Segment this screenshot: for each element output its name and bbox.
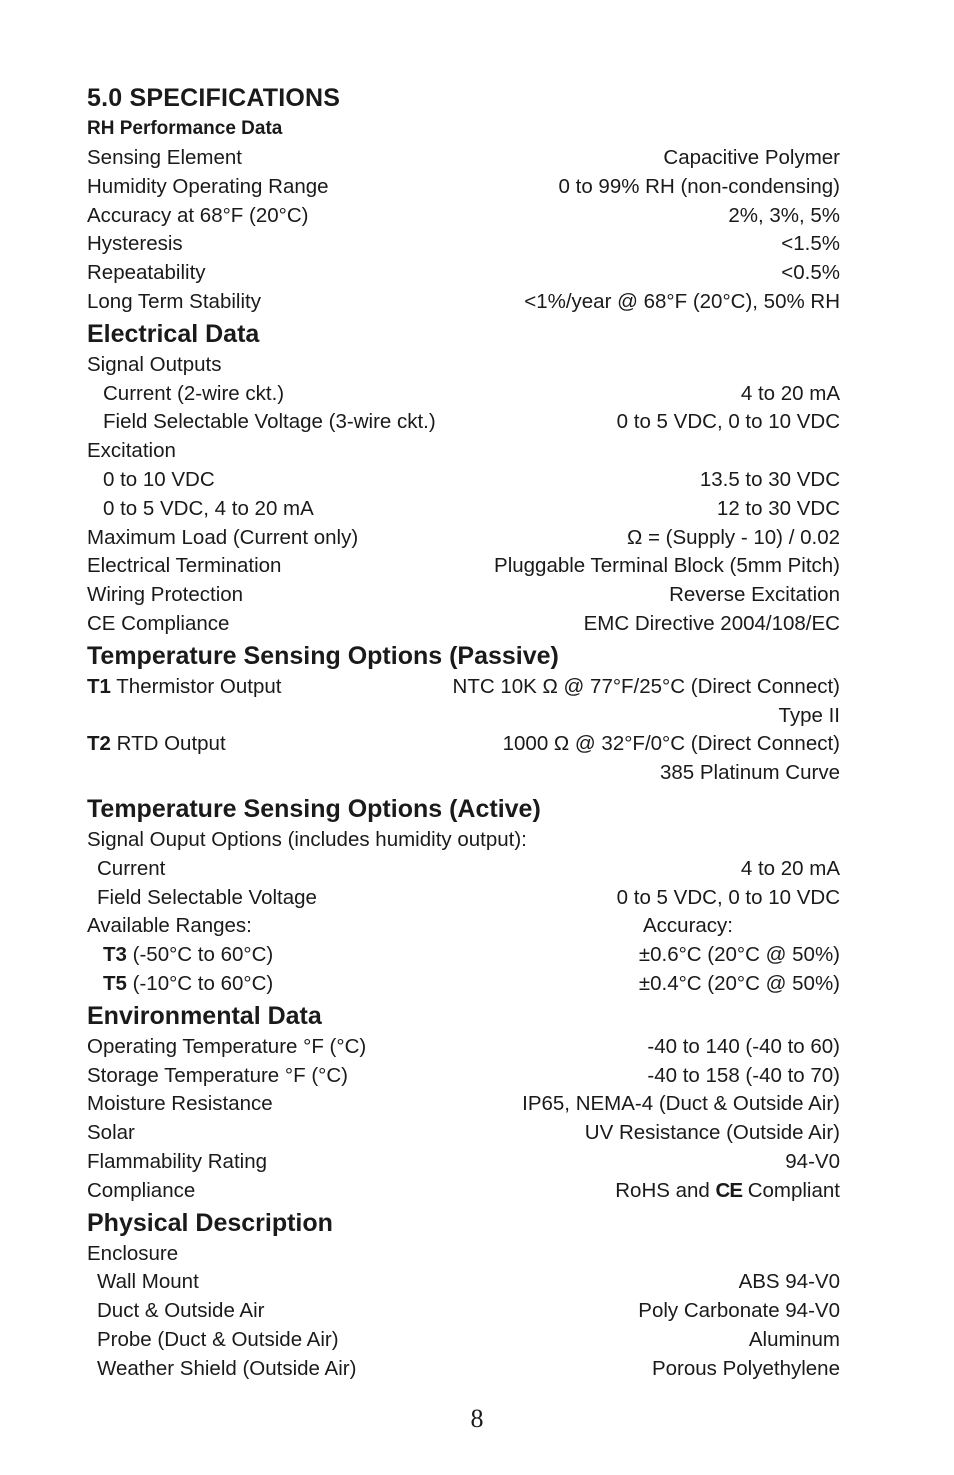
spec-label: 0 to 10 VDC bbox=[103, 467, 215, 491]
spec-value: ±0.4°C (20°C @ 50%) bbox=[638, 971, 840, 995]
spec-label: Long Term Stability bbox=[87, 289, 261, 313]
passive-temp-heading: Temperature Sensing Options (Passive) bbox=[87, 641, 559, 670]
spec-row bbox=[87, 552, 840, 581]
spec-row bbox=[87, 884, 840, 913]
spec-row bbox=[87, 524, 840, 553]
spec-row bbox=[87, 259, 840, 288]
spec-row bbox=[87, 437, 840, 466]
option-code: T2 bbox=[87, 732, 111, 756]
physical-description-heading: Physical Description bbox=[87, 1208, 333, 1237]
spec-value: 0 to 5 VDC, 0 to 10 VDC bbox=[616, 410, 840, 434]
spec-label: 0 to 5 VDC, 4 to 20 mA bbox=[103, 496, 314, 520]
spec-label: Sensing Element bbox=[87, 146, 242, 169]
spec-label: Maximum Load (Current only) bbox=[87, 525, 359, 549]
spec-row bbox=[87, 495, 840, 524]
spec-value: 4 to 20 mA bbox=[740, 856, 840, 880]
option-label: RTD Output bbox=[116, 732, 226, 756]
spec-value: <1%/year @ 68°F (20°C), 50% RH bbox=[524, 289, 840, 313]
spec-value: -40 to 158 (-40 to 70) bbox=[647, 1063, 840, 1087]
spec-row bbox=[87, 1326, 840, 1355]
passive-temp-table bbox=[87, 673, 840, 788]
electrical-data-table bbox=[87, 351, 840, 639]
spec-label: Compliance bbox=[87, 1178, 196, 1202]
spec-row bbox=[87, 1148, 840, 1177]
spec-row bbox=[87, 1297, 840, 1326]
spec-label: CE Compliance bbox=[87, 611, 230, 635]
spec-value: Accuracy: bbox=[643, 914, 733, 938]
spec-label bbox=[87, 673, 281, 702]
spec-label: Moisture Resistance bbox=[87, 1092, 273, 1116]
spec-value: 0 to 99% RH (non-condensing) bbox=[558, 174, 840, 198]
spec-label: Current bbox=[97, 856, 166, 880]
spec-value: -40 to 140 (-40 to 60) bbox=[647, 1034, 840, 1058]
spec-row bbox=[87, 673, 840, 702]
spec-row bbox=[87, 1268, 840, 1297]
spec-label: Current (2-wire ckt.) bbox=[103, 381, 285, 405]
spec-label: Flammability Rating bbox=[87, 1149, 267, 1173]
option-label: (-50°C to 60°C) bbox=[126, 943, 274, 967]
electrical-data-heading: Electrical Data bbox=[87, 319, 260, 348]
spec-row bbox=[87, 1119, 840, 1148]
spec-value: Porous Polyethylene bbox=[651, 1356, 840, 1380]
spec-label: Available Ranges: bbox=[87, 914, 252, 938]
spec-label: Hysteresis bbox=[87, 232, 183, 256]
spec-row bbox=[87, 1177, 840, 1206]
spec-row bbox=[87, 970, 840, 999]
spec-label: Signal Outputs bbox=[87, 352, 222, 376]
option-code: T1 bbox=[87, 674, 111, 698]
spec-label: Solar bbox=[87, 1121, 135, 1145]
spec-value: Aluminum bbox=[748, 1327, 840, 1351]
spec-label: Operating Temperature °F (°C) bbox=[87, 1034, 367, 1058]
compliance-text: RoHS and bbox=[615, 1178, 716, 1202]
ce-mark-icon: CE bbox=[715, 1178, 742, 1202]
compliance-text: Compliant bbox=[742, 1178, 840, 1202]
spec-row bbox=[87, 581, 840, 610]
option-label: (-10°C to 60°C) bbox=[126, 971, 274, 995]
spec-value: IP65, NEMA-4 (Duct & Outside Air) bbox=[522, 1092, 840, 1116]
spec-value: NTC 10K Ω @ 77°F/25°C (Direct Connect) bbox=[452, 674, 840, 698]
spec-row bbox=[87, 351, 840, 380]
spec-label bbox=[87, 941, 273, 970]
environmental-data-heading: Environmental Data bbox=[87, 1001, 322, 1030]
spec-row bbox=[87, 1033, 840, 1062]
spec-row bbox=[87, 610, 840, 639]
spec-row bbox=[87, 202, 840, 231]
spec-value: 2%, 3%, 5% bbox=[728, 203, 840, 227]
rh-performance-table bbox=[87, 144, 840, 317]
spec-value: ABS 94-V0 bbox=[738, 1270, 840, 1294]
spec-label: Wall Mount bbox=[97, 1270, 199, 1294]
spec-label: Weather Shield (Outside Air) bbox=[97, 1356, 357, 1380]
spec-label: Storage Temperature °F (°C) bbox=[87, 1063, 348, 1087]
spec-value: 385 Platinum Curve bbox=[659, 761, 840, 785]
page-title: 5.0 SPECIFICATIONS bbox=[87, 84, 341, 112]
spec-label: Excitation bbox=[87, 439, 176, 463]
physical-description-table bbox=[87, 1240, 840, 1384]
option-code: T5 bbox=[103, 971, 127, 995]
spec-row bbox=[87, 1090, 840, 1119]
spec-label: Humidity Operating Range bbox=[87, 174, 329, 198]
spec-label: Accuracy at 68°F (20°C) bbox=[87, 203, 309, 227]
page-number: 8 bbox=[470, 1404, 484, 1433]
spec-row bbox=[87, 912, 840, 941]
spec-value: 4 to 20 mA bbox=[740, 381, 840, 405]
spec-value: Ω = (Supply - 10) / 0.02 bbox=[626, 525, 840, 549]
spec-page bbox=[87, 82, 840, 1383]
spec-row bbox=[87, 1355, 840, 1384]
spec-row bbox=[87, 1240, 840, 1269]
spec-value: UV Resistance (Outside Air) bbox=[584, 1121, 840, 1145]
spec-row bbox=[87, 408, 840, 437]
spec-value: 0 to 5 VDC, 0 to 10 VDC bbox=[616, 885, 840, 909]
spec-row bbox=[87, 173, 840, 202]
environmental-data-table bbox=[87, 1033, 840, 1206]
spec-row bbox=[87, 855, 840, 884]
spec-label: Wiring Protection bbox=[87, 583, 244, 607]
spec-label: Electrical Termination bbox=[87, 554, 282, 578]
spec-value: 12 to 30 VDC bbox=[716, 496, 840, 520]
spec-row bbox=[87, 941, 840, 970]
spec-value: 13.5 to 30 VDC bbox=[699, 467, 840, 491]
spec-row bbox=[87, 826, 840, 855]
spec-row bbox=[87, 730, 840, 759]
spec-value: Poly Carbonate 94-V0 bbox=[638, 1299, 840, 1323]
spec-value: <0.5% bbox=[781, 261, 840, 285]
spec-value: Capacitive Polymer bbox=[663, 146, 840, 169]
option-code: T3 bbox=[103, 943, 127, 967]
active-temp-table bbox=[87, 826, 840, 999]
spec-value: Type II bbox=[778, 703, 840, 727]
spec-label bbox=[87, 970, 273, 999]
spec-label: Duct & Outside Air bbox=[97, 1299, 265, 1323]
spec-row bbox=[87, 759, 840, 788]
spec-value: Reverse Excitation bbox=[669, 583, 840, 607]
spec-label: Probe (Duct & Outside Air) bbox=[97, 1327, 339, 1351]
spec-value: 94-V0 bbox=[785, 1149, 840, 1173]
spec-row bbox=[87, 1062, 840, 1091]
spec-label bbox=[87, 730, 226, 759]
spec-label: Signal Ouput Options (includes humidity output): bbox=[87, 827, 527, 851]
spec-label: Enclosure bbox=[87, 1241, 179, 1265]
active-temp-heading: Temperature Sensing Options (Active) bbox=[87, 794, 541, 823]
spec-row bbox=[87, 380, 840, 409]
spec-row bbox=[87, 702, 840, 731]
spec-value: 1000 Ω @ 32°F/0°C (Direct Connect) bbox=[502, 732, 840, 756]
rh-performance-heading: RH Performance Data bbox=[87, 118, 283, 139]
spec-label: Field Selectable Voltage (3-wire ckt.) bbox=[103, 410, 436, 434]
spec-row bbox=[87, 230, 840, 259]
spec-row bbox=[87, 144, 840, 173]
spec-value: EMC Directive 2004/108/EC bbox=[583, 611, 840, 635]
spec-value: Pluggable Terminal Block (5mm Pitch) bbox=[494, 554, 840, 578]
spec-row bbox=[87, 288, 840, 317]
spec-label: Field Selectable Voltage bbox=[97, 885, 317, 909]
spec-row bbox=[87, 466, 840, 495]
spec-label: Repeatability bbox=[87, 261, 206, 285]
spec-value bbox=[615, 1177, 840, 1206]
spec-value: <1.5% bbox=[781, 232, 840, 256]
option-label: Thermistor Output bbox=[116, 674, 282, 698]
spec-value: ±0.6°C (20°C @ 50%) bbox=[638, 943, 840, 967]
